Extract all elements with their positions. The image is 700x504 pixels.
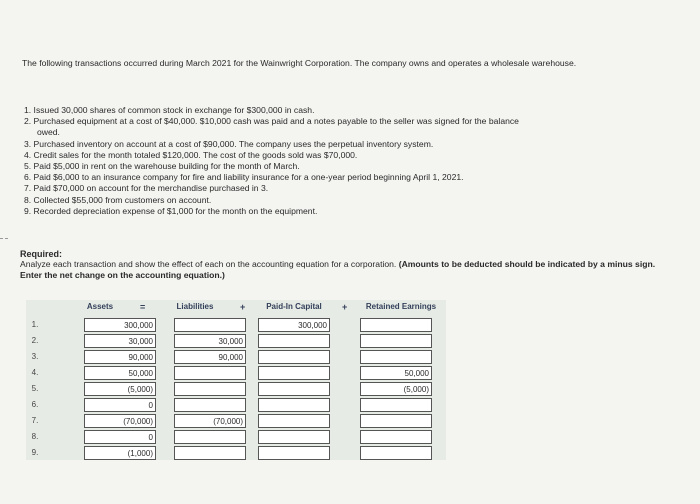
assets-input[interactable]: 0	[84, 430, 156, 444]
row-number: 9.	[31, 448, 39, 457]
header-retained-earnings: Retained Earnings	[365, 302, 437, 311]
paid-in-input[interactable]	[258, 334, 330, 348]
liabilities-input[interactable]	[174, 398, 246, 412]
paid-in-input[interactable]	[258, 382, 330, 396]
assets-input[interactable]: 50,000	[84, 366, 156, 380]
transaction-item: 6. Paid $6,000 to an insurance company for fire and liability insurance for a one-year period beginning April 1, 2021.	[24, 172, 464, 183]
row-number: 6.	[31, 400, 39, 409]
liabilities-input[interactable]	[174, 318, 246, 332]
liabilities-input[interactable]: 90,000	[174, 350, 246, 364]
assets-input[interactable]: (5,000)	[84, 382, 156, 396]
retained-input[interactable]: (5,000)	[360, 382, 432, 396]
retained-input[interactable]	[360, 430, 432, 444]
assets-input[interactable]: 300,000	[84, 318, 156, 332]
liabilities-input[interactable]	[174, 446, 246, 460]
transaction-item: 8. Collected $55,000 from customers on account.	[24, 194, 212, 205]
plus-operator-1: +	[240, 302, 246, 312]
intro-text: The following transactions occurred during March 2021 for the Wainwright Corporation. The company owns and operates a wholesale warehouse.	[22, 58, 577, 68]
assets-input[interactable]: (1,000)	[84, 446, 156, 460]
equals-operator: =	[140, 302, 146, 312]
paid-in-input[interactable]	[258, 398, 330, 412]
transaction-item-continued: owed.	[37, 127, 60, 138]
liabilities-input[interactable]: 30,000	[174, 334, 246, 348]
row-number: 3.	[31, 352, 39, 361]
side-marker	[0, 238, 8, 240]
paid-in-input[interactable]: 300,000	[258, 318, 330, 332]
row-number: 4.	[31, 368, 39, 377]
retained-input[interactable]	[360, 414, 432, 428]
retained-input[interactable]	[360, 350, 432, 364]
retained-input[interactable]	[360, 318, 432, 332]
paid-in-input[interactable]	[258, 366, 330, 380]
paid-in-input[interactable]	[258, 414, 330, 428]
transaction-item: 2. Purchased equipment at a cost of $40,000. $10,000 cash was paid and a notes payable to the seller was signed for the balance	[24, 116, 519, 127]
paid-in-input[interactable]	[258, 430, 330, 444]
liabilities-input[interactable]: (70,000)	[174, 414, 246, 428]
transaction-item: 9. Recorded depreciation expense of $1,000 for the month on the equipment.	[24, 205, 318, 216]
retained-input[interactable]	[360, 334, 432, 348]
transaction-item: 5. Paid $5,000 in rent on the warehouse building for the month of March.	[24, 161, 300, 172]
liabilities-input[interactable]	[174, 366, 246, 380]
liabilities-input[interactable]	[174, 382, 246, 396]
transaction-item: 1. Issued 30,000 shares of common stock in exchange for $300,000 in cash.	[24, 105, 315, 115]
required-text: Analyze each transaction and show the effect of each on the accounting equation for a corporation.	[20, 259, 397, 269]
assets-input[interactable]: (70,000)	[84, 414, 156, 428]
row-number: 5.	[31, 384, 39, 393]
assets-input[interactable]: 30,000	[84, 334, 156, 348]
required-instructions	[20, 259, 670, 281]
assets-input[interactable]: 90,000	[84, 350, 156, 364]
retained-input[interactable]	[360, 398, 432, 412]
plus-operator-2: +	[342, 302, 348, 312]
transaction-item: 7. Paid $70,000 on account for the merchandise purchased in 3.	[24, 183, 269, 194]
retained-input[interactable]	[360, 446, 432, 460]
required-title: Required:	[20, 249, 63, 259]
header-liabilities: Liabilities	[176, 302, 214, 311]
transaction-item: 4. Credit sales for the month totaled $120,000. The cost of the goods sold was $70,000.	[24, 149, 358, 160]
row-number: 2.	[31, 336, 39, 345]
row-number: 1.	[31, 320, 39, 329]
paid-in-input[interactable]	[258, 446, 330, 460]
transaction-item: 3. Purchased inventory on account at a cost of $90,000. The company uses the perpetual inventory system.	[24, 138, 434, 149]
liabilities-input[interactable]	[174, 430, 246, 444]
row-number: 7.	[31, 416, 39, 425]
header-assets: Assets	[86, 302, 114, 311]
retained-input[interactable]: 50,000	[360, 366, 432, 380]
transaction-list	[24, 105, 654, 217]
required-bold-note: (Amounts to be deducted should be indicated by a minus sign. Enter the net change on the accounting equation.)	[20, 259, 656, 280]
assets-input[interactable]: 0	[84, 398, 156, 412]
row-number: 8.	[31, 432, 39, 441]
header-paid-in-capital: Paid-In Capital	[266, 302, 322, 311]
paid-in-input[interactable]	[258, 350, 330, 364]
